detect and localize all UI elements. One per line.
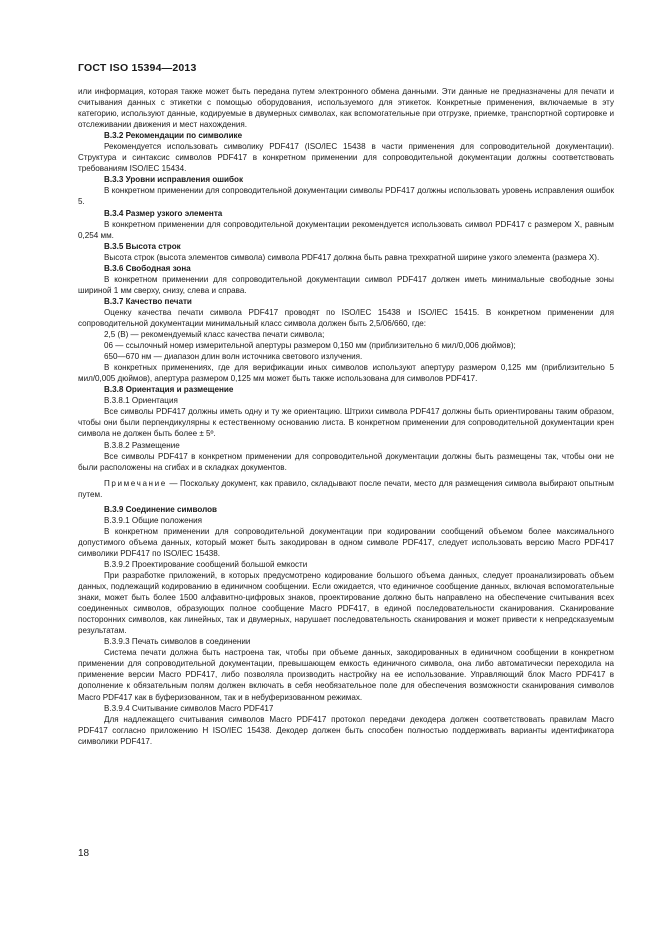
section-heading: В.3.5 Высота строк	[104, 241, 181, 251]
section-heading: В.3.2 Рекомендации по символике	[104, 131, 243, 141]
section-heading: В.3.3 Уровни исправления ошибок	[104, 175, 244, 185]
paragraph: В конкретном применении для сопроводительной документации рекомендуется использовать символ PDF417 с размером X, равным 0,254 мм.	[78, 219, 614, 240]
paragraph: 2,5 (В) — рекомендуемый класс качества печати символа;	[104, 330, 325, 340]
subsection-heading: В.3.9.3 Печать символов в соединении	[104, 637, 251, 647]
subsection-heading: В.3.9.4 Считывание символов Macro PDF417	[104, 703, 274, 713]
section-heading: В.3.9 Соединение символов	[104, 504, 218, 514]
section-heading: В.3.6 Свободная зона	[104, 263, 191, 273]
paragraph: Оценку качества печати символа PDF417 проводят по ISO/IEC 15438 и ISO/IEC 15415. В конкретном применении для сопроводительной документации минимальный класс символа должен быть 2,5/06/660, где:	[78, 307, 614, 328]
paragraph: В конкретных применениях, где для верификации иных символов используют апертуру размером 0,125 мм (приблизительно 5 мил/0,005 дюймов), апертура размером 0,125 мм может быть также использована для символов PDF417.	[78, 363, 614, 384]
subsection-heading: В.3.9.2 Проектирование сообщений большой емкости	[104, 559, 308, 569]
document-header: ГОСТ ISO 15394—2013	[78, 62, 197, 74]
paragraph: или информация, которая также может быть передана путем электронного обмена данными. Эти данные не предназначены для печати и считывания данных с этикетки с помощью оборудования, используемого для этикеток. Конкретные применения, включаемые в эту категорию, используют данные, кодируемые в двумерных символах, как вспомогательные при отгрузке, приемке, транспортной сортировке и отслеживании движения и мест нахождения.	[78, 87, 614, 130]
note-paragraph	[78, 478, 614, 500]
paragraph: Все символы PDF417 в конкретном применении для сопроводительной документации должны быть размещены так, чтобы они не были расположены на сгибах и в складках документов.	[78, 451, 614, 472]
paragraph: 06 — ссылочный номер измерительной апертуры размером 0,150 мм (приблизительно 6 мил/0,006 дюймов);	[104, 341, 516, 351]
paragraph: В конкретном применении для сопроводительной документации символы PDF417 должны использовать уровень исправления ошибок 5.	[78, 186, 614, 207]
section-heading: В.3.4 Размер узкого элемента	[104, 208, 223, 218]
paragraph: Система печати должна быть настроена так, чтобы при объеме данных, закодированных в единичном сообщении в конкретном применении для сопроводительной документации, превышающем емкость единичного символа, она либо автоматически переходила на применение версии Macro PDF417, либо позволяла производить настройку на ее использование. Управляющий блок Macro PDF417 в дополнение к обязательным полям должен включать в себя необязательное поле для обеспечения возможности сканирования символов Macro PDF417 как в буферизованном, так и в небуферизованном режимах.	[78, 648, 614, 702]
note-text: — Поскольку документ, как правило, складывают после печати, место для размещения символа выбирают опытным путем.	[78, 478, 614, 499]
section-heading: В.3.8 Ориентация и размещение	[104, 385, 234, 395]
section-heading: В.3.7 Качество печати	[104, 296, 192, 306]
subsection-heading: В.3.9.1 Общие положения	[104, 515, 202, 525]
note-label: Примечание	[104, 478, 167, 488]
subsection-heading: В.3.8.2 Размещение	[104, 440, 180, 450]
paragraph: В конкретном применении для сопроводительной документации при кодировании сообщений объемом более максимального допустимого объема данных, который может быть закодирован в одном символе PDF417, следует использовать версию Macro PDF417 символики PDF417 по ISO/IEC 15438.	[78, 526, 614, 558]
paragraph: Для надлежащего считывания символов Macro PDF417 протокол передачи декодера должен соответствовать правилам Macro PDF417 согласно приложению Н ISO/IEC 15438. Декодер должен быть способен полностью поддерживать варианты идентификатора символики PDF417.	[78, 714, 614, 746]
paragraph: Все символы PDF417 должны иметь одну и ту же ориентацию. Штрихи символа PDF417 должны быть ориентированы таким образом, чтобы они были перпендикулярны к естественному основанию листа. В конкретном применении для сопроводительной документации крен символа не должен быть более ± 5º.	[78, 407, 614, 439]
paragraph: 650—670 нм — диапазон длин волн источника светового излучения.	[104, 352, 363, 362]
document-body	[78, 86, 614, 747]
page-number: 18	[78, 848, 90, 859]
paragraph: Рекомендуется использовать символику PDF417 (ISO/IEC 15438 в части применения для сопроводительной документации). Структура и синтаксис символов PDF417 в конкретном применении для сопроводительной документации должны соответствовать требованиям ISO/IEC 15434.	[78, 142, 614, 174]
paragraph: В конкретном применении для сопроводительной документации символ PDF417 должен иметь минимальные свободные зоны шириной 1 мм сверху, снизу, слева и справа.	[78, 274, 614, 295]
paragraph: Высота строк (высота элементов символа) символа PDF417 должна быть равна трехкратной ширине узкого элемента (размера X).	[104, 252, 600, 262]
subsection-heading: В.3.8.1 Ориентация	[104, 396, 178, 406]
paragraph: При разработке приложений, в которых предусмотрено кодирование большого объема данных, следует проанализировать объем данных, подлежащий кодированию в единичном сообщении. Если ожидается, что единичное сообщение данных, включая вспомогательные знаки, может быть более 1500 алфавитно-цифровых знаков, проектирование должно быть направлено на обеспечение считывания всех соединенных символов, образующих полное сообщение Macro PDF417, в единой последовательности сканирования. Сканирование посторонних символов, как линейных, так и двумерных, нарушает последовательность сканирования и может привести к непредсказуемым результатам.	[78, 571, 614, 636]
